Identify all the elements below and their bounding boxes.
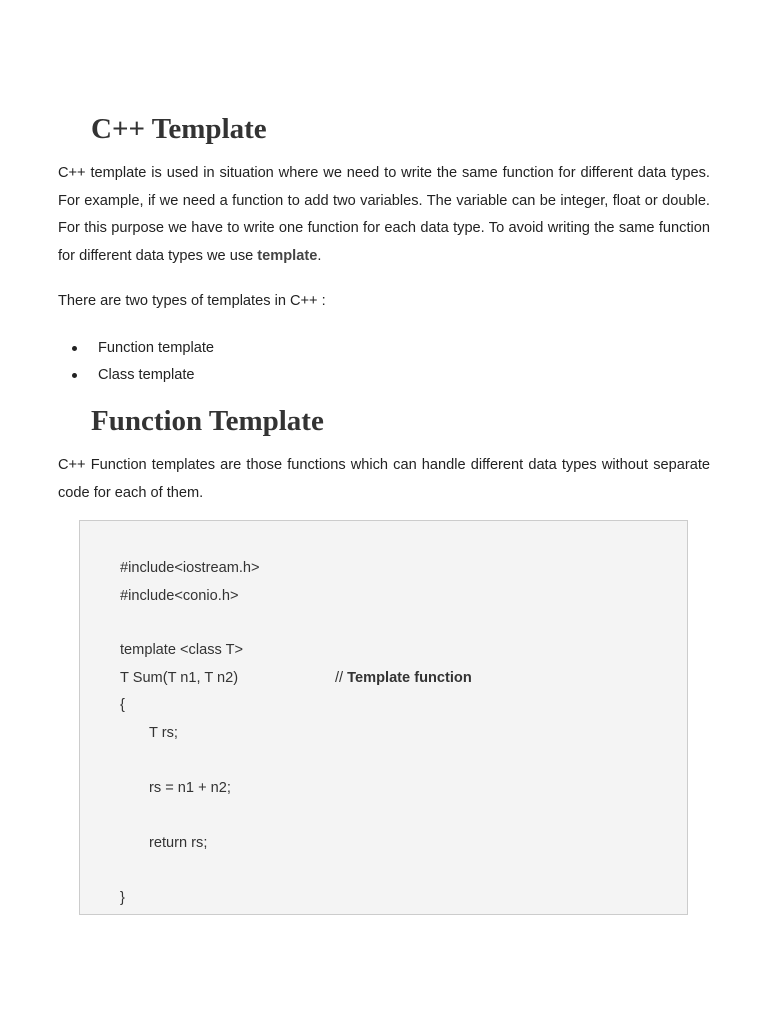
bullet-icon bbox=[72, 346, 77, 351]
list-item bbox=[58, 335, 214, 362]
code-line-assign: rs = n1 + n2; bbox=[149, 780, 231, 796]
code-line-close-brace: } bbox=[120, 890, 125, 906]
page-title bbox=[91, 110, 267, 148]
list-item-label: Function template bbox=[98, 340, 215, 356]
function-template-paragraph: C++ Function templates are those functions which can handle different data types without separate code for each of them. bbox=[58, 457, 710, 501]
types-intro: There are two types of templates in C++ : bbox=[58, 293, 326, 309]
code-line-template-decl: template <class T> bbox=[120, 642, 244, 658]
intro-bold-word: template bbox=[257, 247, 318, 264]
code-line-include-conio: #include<conio.h> bbox=[120, 588, 239, 604]
list-item bbox=[58, 362, 214, 389]
title-rest: Template bbox=[145, 113, 267, 145]
types-list bbox=[58, 335, 214, 389]
code-block bbox=[79, 520, 688, 915]
intro-text: C++ template is used in situation where we need to write the same function for different data types. For example, if we need a function to add two variables. The variable can be integer, float or double. For this purpose we have to write one function for each data type. To avoid writing the same function for different data types we use bbox=[58, 165, 710, 264]
title-bold-part: C++ bbox=[91, 113, 145, 145]
intro-paragraph bbox=[58, 160, 710, 270]
code-line-function-signature: T Sum(T n1, T n2) bbox=[120, 670, 239, 686]
list-item-label: Class template bbox=[98, 367, 195, 383]
section-heading: Function Template bbox=[91, 405, 324, 437]
bullet-icon bbox=[72, 373, 77, 378]
code-line-include-iostream: #include<iostream.h> bbox=[120, 560, 260, 576]
code-line-open-brace: { bbox=[120, 697, 125, 713]
code-line-return: return rs; bbox=[149, 835, 208, 851]
code-comment bbox=[335, 668, 472, 688]
code-line-declare-rs: T rs; bbox=[149, 725, 178, 741]
comment-prefix: // bbox=[335, 670, 348, 686]
comment-bold: Template function bbox=[347, 670, 472, 686]
intro-end: . bbox=[317, 247, 322, 264]
